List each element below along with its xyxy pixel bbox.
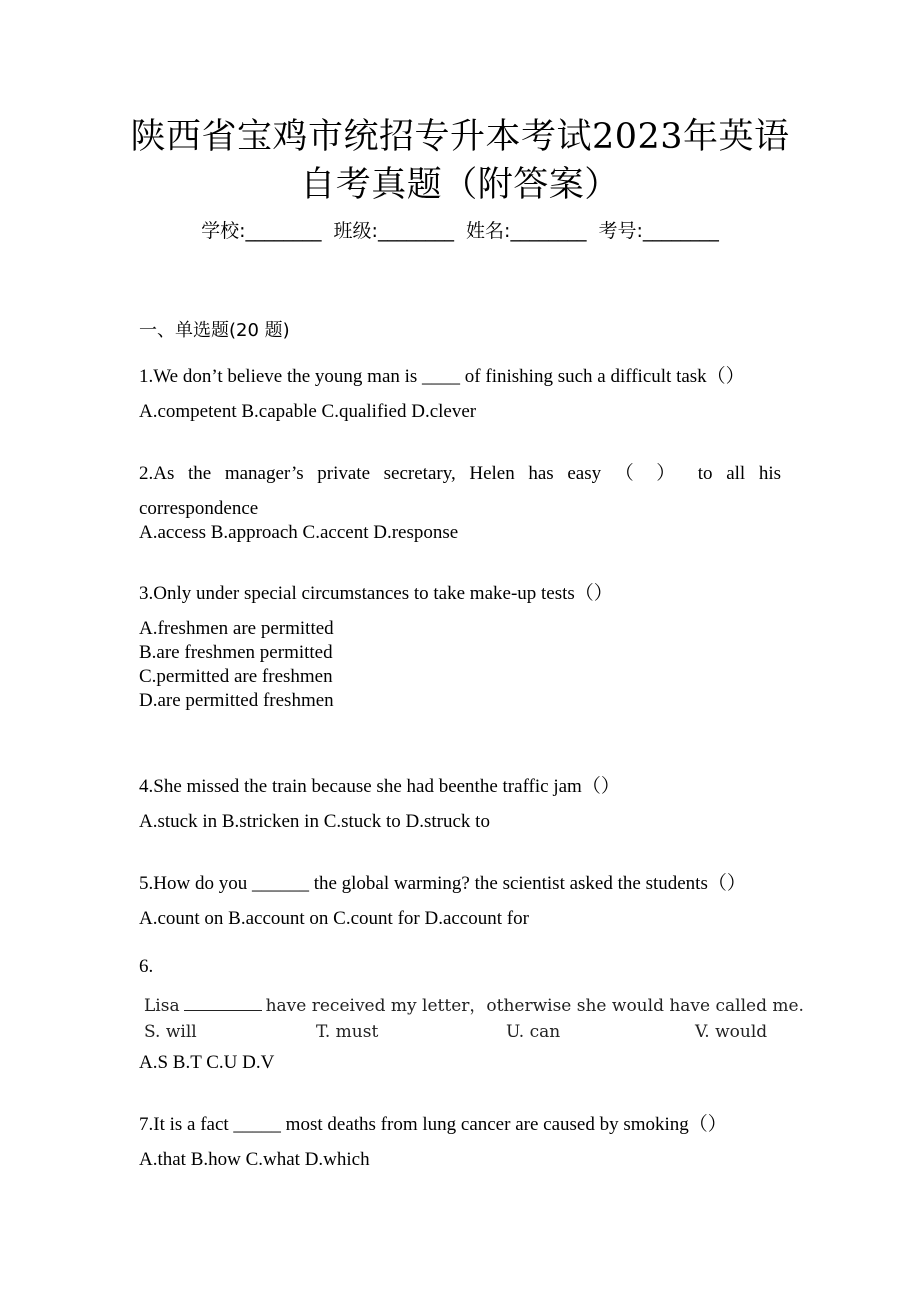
question-6-options: A.S B.T C.U D.V: [139, 1052, 275, 1073]
exam-title-line-1: 陕西省宝鸡市统招专升本考试2023年英语: [130, 117, 790, 157]
figure-choice-u: U. can: [506, 1022, 561, 1042]
question-1-options: A.competent B.capable C.qualified D.clever: [139, 401, 477, 422]
question-3-option-a: A.freshmen are permitted: [139, 618, 334, 639]
question-2-stem-line-2: correspondence: [139, 498, 259, 519]
section-heading: 一、单选题(20 题): [139, 320, 290, 341]
question-7-stem: 7.It is a fact _____ most deaths from lung cancer are caused by smoking（）: [139, 1114, 727, 1135]
question-1-stem: 1.We don’t believe the young man is ____ of finishing such a difficult task（）: [139, 366, 745, 387]
question-6-figure-sentence: [144, 991, 804, 1016]
figure-sentence-start: Lisa: [144, 996, 180, 1016]
figure-blank-line: [184, 1009, 262, 1011]
question-3-option-b: B.are freshmen permitted: [139, 642, 333, 663]
question-4-stem: 4.She missed the train because she had beenthe traffic jam（）: [139, 776, 620, 797]
question-7-options: A.that B.how C.what D.which: [139, 1149, 370, 1170]
question-4-options: A.stuck in B.stricken in C.stuck to D.struck to: [139, 811, 490, 832]
question-5-stem: 5.How do you ______ the global warming? the scientist asked the students（）: [139, 873, 746, 894]
exam-title-line-2: 自考真题（附答案）: [300, 165, 620, 205]
question-3-stem: 3.Only under special circumstances to take make-up tests（）: [139, 583, 613, 604]
question-2-options: A.access B.approach C.accent D.response: [139, 522, 459, 543]
figure-choice-s: S. will: [144, 1022, 197, 1042]
question-6-stem: 6.: [139, 956, 154, 977]
question-2-stem-line-1: 2.As the manager’s private secretary, Helen has easy （ ） to all his: [139, 463, 781, 484]
figure-choice-v: V. would: [695, 1022, 768, 1042]
question-3-option-c: C.permitted are freshmen: [139, 666, 333, 687]
question-5-options: A.count on B.account on C.count for D.account for: [139, 908, 529, 929]
figure-choice-t: T. must: [316, 1022, 379, 1042]
question-3-option-d: D.are permitted freshmen: [139, 690, 334, 711]
student-info-line: 学校:________ 班级:________ 姓名:________ 考号:________: [201, 220, 719, 242]
figure-sentence-end: have received my letter，otherwise she would have called me.: [265, 996, 804, 1016]
